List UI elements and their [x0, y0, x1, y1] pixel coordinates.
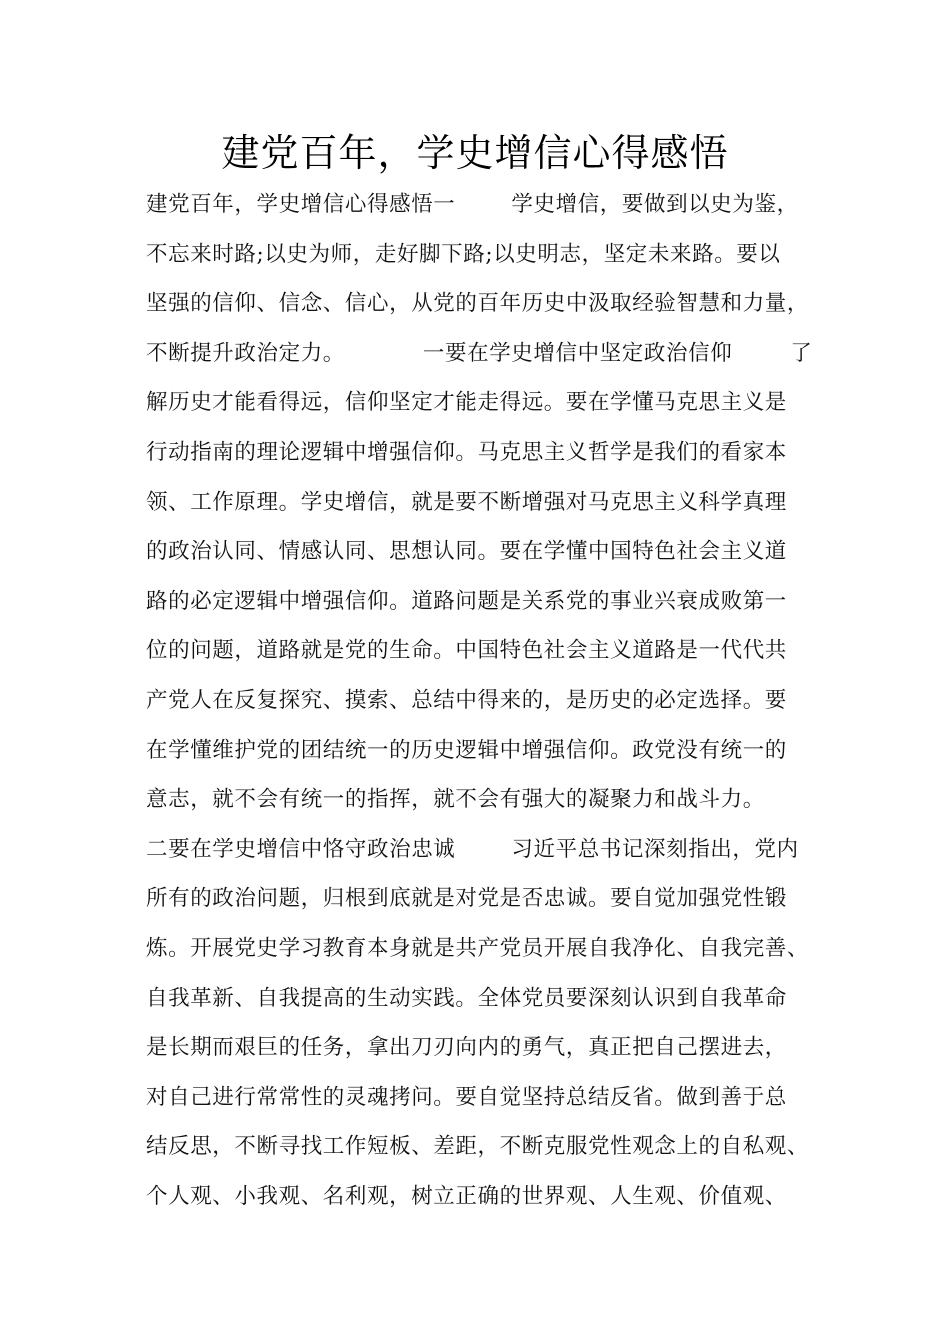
body-line: 产党人在反复探究、摸索、总结中得来的，是历史的必定选择。要 [146, 687, 787, 713]
section-heading: 二要在学史增信中恪守政治忠诚 [146, 836, 456, 862]
body-line: 结反思，不断寻找工作短板、差距，不断克服党性观念上的自私观、 [146, 1134, 810, 1160]
body-line: 解历史才能看得远，信仰坚定才能走得远。要在学懂马克思主义是 [146, 390, 787, 416]
line-text: 学史增信，要做到以史为鉴， [511, 192, 799, 217]
body-line: 路的必定逻辑中增强信仰。道路问题是关系党的事业兴衰成败第一 [146, 588, 787, 614]
document-body [146, 180, 826, 1221]
line-text: 建党百年，学史增信心得感悟一 [146, 192, 456, 217]
body-line: 炼。开展党史学习教育本身就是共产党员开展自我净化、自我完善、 [146, 935, 810, 961]
body-line: 自我革新、自我提高的生动实践。全体党员要深刻认识到自我革命 [146, 985, 787, 1011]
line-text: 不断提升政治定力。 [146, 340, 345, 366]
body-line [146, 825, 826, 875]
line-text: 习近平总书记深刻指出，党内 [511, 836, 799, 862]
body-line: 在学懂维护党的团结统一的历史逻辑中增强信仰。政党没有统一的 [146, 737, 787, 763]
body-line [146, 329, 826, 379]
body-line: 是长期而艰巨的任务，拿出刀刃向内的勇气，真正把自己摆进去， [146, 1035, 787, 1061]
body-line: 所有的政治问题，归根到底就是对党是否忠诚。要自觉加强党性锻 [146, 886, 787, 912]
body-line: 不忘来时路;以史为师，走好脚下路;以史明志，坚定未来路。要以 [146, 241, 781, 267]
body-line: 的政治认同、情感认同、思想认同。要在学懂中国特色社会主义道 [146, 539, 787, 565]
body-line: 行动指南的理论逻辑中增强信仰。马克思主义哲学是我们的看家本 [146, 439, 787, 465]
line-text: 了 [790, 340, 813, 366]
body-line: 个人观、小我观、名利观，树立正确的世界观、人生观、价值观、 [146, 1183, 787, 1209]
document-title: 建党百年，学史增信心得感悟 [221, 131, 729, 175]
body-line: 对自己进行常常性的灵魂拷问。要自觉坚持总结反省。做到善于总 [146, 1084, 787, 1110]
body-line: 领、工作原理。学史增信，就是要不断增强对马克思主义科学真理 [146, 489, 787, 515]
section-heading: 一要在学史增信中坚定政治信仰 [422, 340, 733, 366]
body-line: 意志，就不会有统一的指挥，就不会有强大的凝聚力和战斗力。 [146, 787, 765, 813]
body-line: 坚强的信仰、信念、信心，从党的百年历史中汲取经验智慧和力量， [146, 291, 810, 317]
body-line: 位的问题，道路就是党的生命。中国特色社会主义道路是一代代共 [146, 638, 787, 664]
body-line [146, 180, 826, 230]
